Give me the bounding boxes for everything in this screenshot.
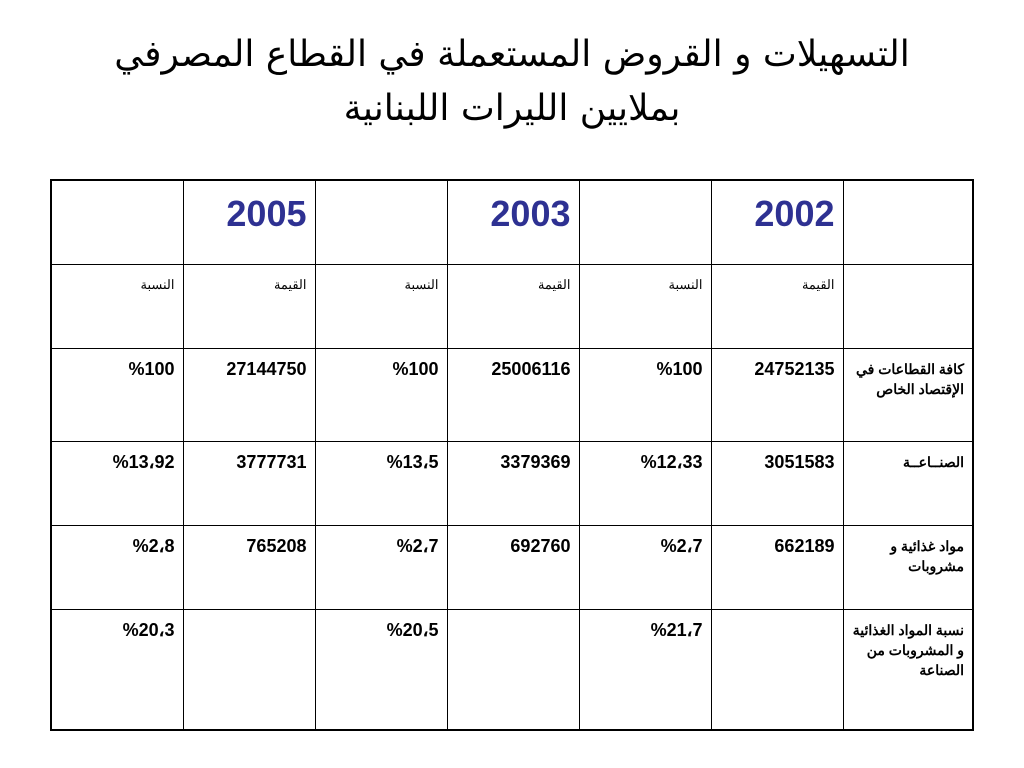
value-cell: 765208 — [183, 525, 315, 609]
ratio-cell: %100 — [579, 348, 711, 441]
table-row — [51, 525, 973, 609]
value-cell: 24752135 — [711, 348, 843, 441]
ratio-cell: %2،7 — [315, 525, 447, 609]
column-header-ratio: النسبة — [579, 264, 711, 348]
empty-label-header-cell — [843, 264, 973, 348]
value-cell: 662189 — [711, 525, 843, 609]
table-row — [51, 441, 973, 525]
column-header-ratio: النسبة — [51, 264, 183, 348]
value-cell — [711, 609, 843, 730]
row-label: نسبة المواد الغذائية و المشروبات من الصناعة — [843, 609, 973, 730]
row-label: الصنــاعــة — [843, 441, 973, 525]
value-cell — [183, 609, 315, 730]
value-cell: 3379369 — [447, 441, 579, 525]
ratio-cell: %2،7 — [579, 525, 711, 609]
table-row — [51, 348, 973, 441]
ratio-cell: %20،5 — [315, 609, 447, 730]
ratio-cell: %100 — [315, 348, 447, 441]
ratio-cell: %21،7 — [579, 609, 711, 730]
value-cell: 3051583 — [711, 441, 843, 525]
column-header-value: القيمة — [183, 264, 315, 348]
ratio-cell: %20،3 — [51, 609, 183, 730]
ratio-cell: %12،33 — [579, 441, 711, 525]
value-cell: 3777731 — [183, 441, 315, 525]
year-header-2002: 2002 — [711, 180, 843, 264]
title-line-1: التسهيلات و القروض المستعملة في القطاع المصرفي — [114, 34, 910, 75]
ratio-cell: %100 — [51, 348, 183, 441]
row-label: مواد غذائية و مشروبات — [843, 525, 973, 609]
column-header-ratio: النسبة — [315, 264, 447, 348]
value-cell — [447, 609, 579, 730]
credit-facilities-table — [50, 179, 974, 731]
ratio-cell: %13،5 — [315, 441, 447, 525]
value-cell: 27144750 — [183, 348, 315, 441]
table-header-years-row — [51, 180, 973, 264]
value-cell: 692760 — [447, 525, 579, 609]
empty-header-cell — [315, 180, 447, 264]
row-label: كافة القطاعات في الإقتصاد الخاص — [843, 348, 973, 441]
year-header-2005: 2005 — [183, 180, 315, 264]
empty-header-cell — [579, 180, 711, 264]
table-header-columns-row — [51, 264, 973, 348]
empty-header-cell — [51, 180, 183, 264]
value-cell: 25006116 — [447, 348, 579, 441]
title-line-2: بملايين الليرات اللبنانية — [343, 88, 681, 129]
table-row — [51, 609, 973, 730]
column-header-value: القيمة — [447, 264, 579, 348]
column-header-value: القيمة — [711, 264, 843, 348]
ratio-cell: %2،8 — [51, 525, 183, 609]
ratio-cell: %13،92 — [51, 441, 183, 525]
year-header-2003: 2003 — [447, 180, 579, 264]
empty-corner-cell — [843, 180, 973, 264]
slide-title — [0, 28, 1024, 136]
